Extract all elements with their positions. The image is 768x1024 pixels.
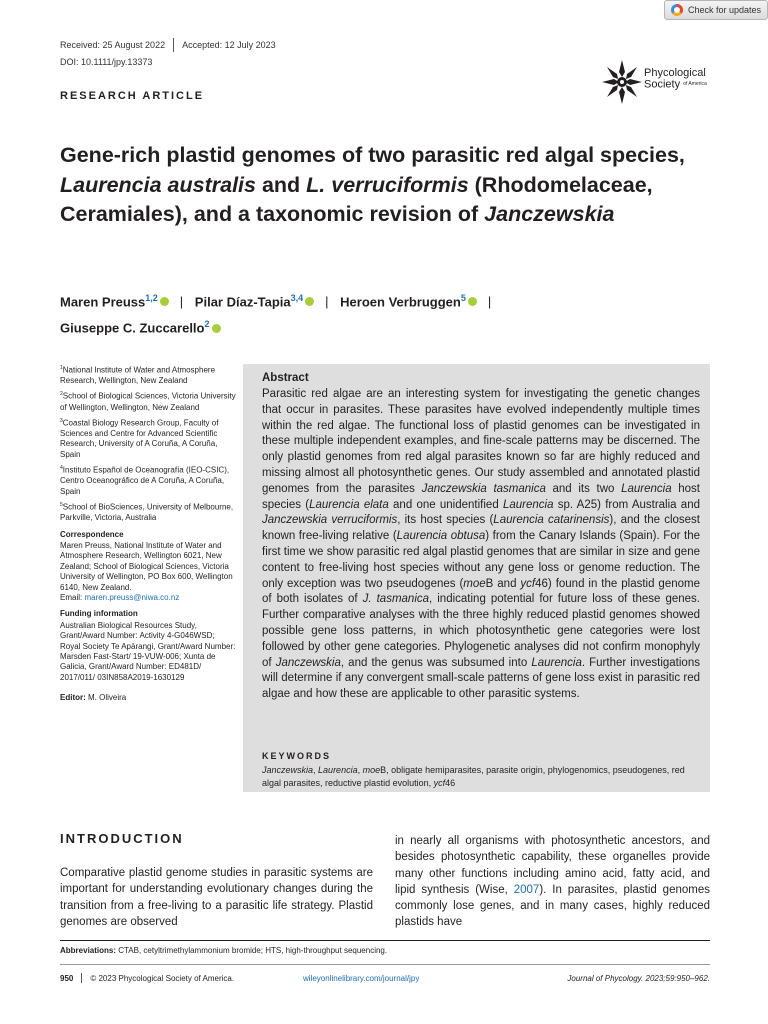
abbreviations xyxy=(60,946,387,955)
copyright: © 2023 Phycological Society of America. xyxy=(90,973,235,983)
abstract-italic: ycf xyxy=(520,577,536,590)
abstract-body xyxy=(262,387,700,703)
abstract-text: . Further investigations will determine if any convergent small-scale patterns of gene loss exist in parasitic red algae and how these are applicable to other parasitic systems. xyxy=(262,656,700,701)
keyword-text: , xyxy=(313,765,319,775)
author-affiliation-ref[interactable]: 5 xyxy=(460,293,466,303)
orcid-icon[interactable] xyxy=(468,297,477,306)
abstract-italic: Laurencia elata xyxy=(309,498,389,511)
author-affiliation-ref[interactable]: 3,4 xyxy=(290,293,304,303)
check-for-updates-label: Check for updates xyxy=(688,5,762,15)
keyword-text: , xyxy=(357,765,363,775)
title-part: and xyxy=(255,172,307,197)
abstract-italic: Laurencia xyxy=(621,482,672,495)
author-affiliation-ref[interactable]: 2 xyxy=(204,319,210,330)
abstract-text: ) from the Canary Islands (Spain). For the first time we show parasitic red algal plastid genomes that are similar in size and gene content to free-living host species without any gene loss or genome reduction. The only exception was two pseudogenes ( xyxy=(262,530,700,590)
author-name: Pilar Díaz-Tapia xyxy=(194,294,291,310)
keywords-list xyxy=(262,764,702,790)
correspondence-address: Maren Preuss, National Institute of Water and Atmosphere Research, Wellington 6021, New Zealand; School of Biological Sciences, Victoria University of Wellington, PO Box 600, Wellington 6140, New Zealand. xyxy=(60,540,233,592)
affiliation-number: 4 xyxy=(60,465,63,472)
affiliation xyxy=(60,500,236,523)
abstract-text: , and the genus was subsumed into xyxy=(340,656,532,669)
logo-line-2-small: of America xyxy=(683,81,707,87)
abstract-text: Parasitic red algae are an interesting system for investigating the genetic changes that occur in parasites. These parasites have evolved independently multiple times within the red algae. The functional loss of plastid genomes can be investigated in these multiple independent examples, and fine-scale patterns may be discerned. The only plastid genomes from red algal parasites known so far are highly reduced and missing almost all photosynthetic genes. Our study assembled and annotated plastid genomes from the parasites xyxy=(262,388,700,495)
affiliation-text: Coastal Biology Research Group, Faculty of Sciences and Centre for Advanced Scientific Research, University of A Coruña, A Coruña, Spain xyxy=(60,418,219,459)
logo-line-2 xyxy=(644,79,707,90)
abstract-italic: Laurencia obtusa xyxy=(396,530,486,543)
author-separator: | xyxy=(325,294,329,310)
intro-text: ). In parasites, plastid genomes commonly lose genes, and in many cases, highly reduced plastids have xyxy=(395,883,710,929)
funding-text: Australian Biological Resources Study, Grant/Award Number: Activity 4-G046WSD; Royal Society Te Apārangi, Grant/Award Number: Marsden Fast-Start/ 19-VUW-006; Xunta de Galicia, Grant/Award Number: ED481D/ 2017/011/ 03IN858A2019-1630129 xyxy=(60,620,236,682)
editor-name: M. Oliveira xyxy=(85,693,127,703)
title-part: Gene-rich plastid genomes of two parasitic red algal species, xyxy=(60,143,685,167)
affiliation xyxy=(60,463,236,497)
article-dates xyxy=(60,38,276,52)
keyword-text: B, obligate hemiparasites, parasite origin, phylogenomics, pseudogenes, red algal parasites, reductive plastid evolution, xyxy=(262,765,685,788)
society-logo xyxy=(600,58,712,108)
abstract-text: , indicating potential for future loss of these genes. Further comparative analyses with the three highly reduced plastid genomes showed possible gene loss patterns, in which photosynthetic gene categories were lost followed by other gene categories. Phylogenetic analyses did not confirm monophyly of xyxy=(262,593,700,669)
article-sidebar xyxy=(60,363,236,707)
article-title xyxy=(60,141,700,230)
email-link[interactable]: maren.preuss@niwa.co.nz xyxy=(84,593,180,602)
author-name: Heroen Verbruggen xyxy=(340,294,461,310)
abstract-italic: Laurencia xyxy=(502,498,554,511)
affiliation-number: 2 xyxy=(60,391,63,398)
affiliation-number: 3 xyxy=(60,417,63,424)
title-italic: Laurencia australis xyxy=(60,172,256,197)
keyword-italic: Janczewskia xyxy=(262,765,314,775)
affiliation-number: 5 xyxy=(60,502,63,509)
email-label: Email: xyxy=(60,593,85,602)
abstract-text: , its host species ( xyxy=(397,514,494,527)
abstract-text: and its two xyxy=(545,482,622,495)
abstract-text: sp. A25) from Australia and xyxy=(553,498,700,511)
footer-separator xyxy=(81,973,82,983)
affiliation-text: National Institute of Water and Atmosphere Research, Wellington, New Zealand xyxy=(60,365,216,386)
affiliation-number: 1 xyxy=(60,365,63,371)
abstract-italic: Janczewskia verruciformis xyxy=(262,514,398,527)
page-number: 950 xyxy=(60,973,74,983)
abstract-text: 46) found in the plastid genome of both isolates of xyxy=(262,577,700,606)
abstract-text: host species ( xyxy=(262,482,700,511)
correspondence-text xyxy=(60,541,236,603)
check-for-updates-button[interactable] xyxy=(664,0,768,20)
editor-label: Editor: xyxy=(60,693,86,703)
abbreviations-label: Abbreviations: xyxy=(60,946,117,955)
orcid-icon[interactable] xyxy=(212,324,221,333)
author-list xyxy=(60,287,700,340)
title-italic: Janczewskia xyxy=(484,202,615,226)
received-date: Received: 25 August 2022 xyxy=(60,40,166,50)
affiliation-text: Instituto Español de Oceanografía (IEO-CSIC), Centro Oceanográfico de A Coruña, A Coruña, Spain xyxy=(60,465,230,496)
author-separator: | xyxy=(179,294,184,310)
abstract-heading: Abstract xyxy=(262,372,309,384)
abstract-box xyxy=(243,364,710,792)
logo-line-2-main: Society xyxy=(644,78,681,91)
abbreviations-text: CTAB, cetyltrimethylammonium bromide; HTS, high-throughput sequencing. xyxy=(116,946,388,955)
date-separator xyxy=(173,38,174,52)
society-logo-text xyxy=(644,68,707,90)
introduction-right-column xyxy=(395,833,710,931)
abbreviations-rule xyxy=(60,940,710,941)
abstract-text: and one unidentified xyxy=(388,498,503,511)
affiliation xyxy=(60,416,236,460)
introduction-left-column: Comparative plastid genome studies in parasitic systems are important for understanding evolutionary changes during the transition from a free-living to a parasitic life strategy. Plastid genomes are observed xyxy=(60,867,373,928)
logo-line-1: Phycological xyxy=(644,67,706,79)
author-name: Giuseppe C. Zuccarello xyxy=(60,320,205,336)
abstract-text: ), and the closest known free-living relative ( xyxy=(262,514,700,543)
abstract-italic: Laurencia catarinensis xyxy=(493,514,610,527)
page-footer xyxy=(60,973,710,983)
introduction-heading: INTRODUCTION xyxy=(60,831,184,846)
affiliation-text: School of Biological Sciences, Victoria University of Wellington, Wellington, New Zealand xyxy=(60,392,236,412)
article-type-label: RESEARCH ARTICLE xyxy=(60,90,205,102)
funding-heading: Funding information xyxy=(60,609,138,619)
orcid-icon[interactable] xyxy=(160,297,169,306)
keyword-italic: moe xyxy=(362,765,381,775)
abstract-text: B and xyxy=(485,577,521,590)
correspondence-heading: Correspondence xyxy=(60,529,124,539)
abstract-italic: Janczewskia tasmanica xyxy=(421,482,546,495)
affiliation-text: School of BioSciences, University of Melbourne, Parkville, Victoria, Australia xyxy=(60,502,234,523)
crossmark-icon xyxy=(671,4,683,16)
editor-line xyxy=(60,693,236,703)
keyword-italic: Laurencia xyxy=(318,765,358,775)
keywords-heading: KEYWORDS xyxy=(262,751,332,761)
author-name: Maren Preuss xyxy=(60,294,146,310)
accepted-date: Accepted: 12 July 2023 xyxy=(182,40,276,50)
keyword-text: 46 xyxy=(445,778,456,788)
citation-link[interactable]: 2007 xyxy=(513,883,540,896)
abstract-italic: Laurencia xyxy=(531,656,582,669)
orcid-icon[interactable] xyxy=(305,297,314,306)
abstract-italic: Janczewskia xyxy=(275,656,341,669)
doi: DOI: 10.1111/jpy.13373 xyxy=(60,57,153,67)
abstract-italic: J. tasmanica xyxy=(362,593,430,606)
journal-citation: Journal of Phycology. 2023;59:950–962. xyxy=(567,973,710,983)
intro-text: in nearly all organisms with photosynthetic ancestors, and besides photosynthetic capability, these organelles provide many other functions including amino acid, fatty acid, and lipid synthesis (Wise, xyxy=(395,835,710,896)
journal-url-link[interactable]: wileyonlinelibrary.com/journal/jpy xyxy=(303,973,420,983)
abstract-italic: moe xyxy=(463,577,486,590)
affiliation xyxy=(60,389,236,412)
title-part: (Rhodomelaceae, Ceramiales), and a taxonomic revision of xyxy=(60,172,653,226)
seaweed-emblem-icon xyxy=(600,58,644,106)
author-separator: | xyxy=(487,294,492,310)
author-affiliation-ref[interactable]: 1,2 xyxy=(145,293,158,303)
footer-rule xyxy=(60,964,710,965)
keyword-italic: ycf xyxy=(433,778,446,788)
title-italic: L. verruciformis xyxy=(306,172,469,197)
affiliation xyxy=(60,363,236,386)
